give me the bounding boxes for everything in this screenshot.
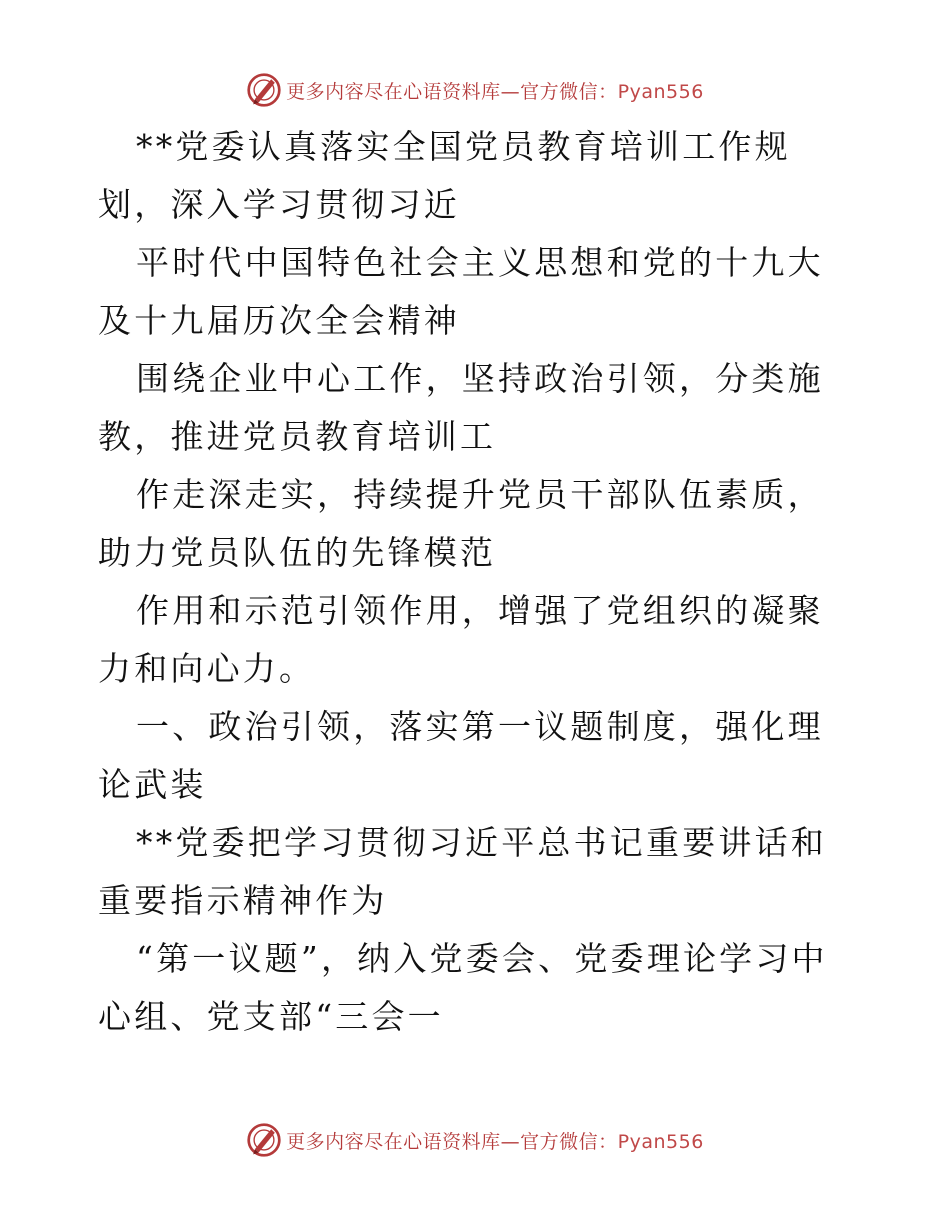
wechat-account: Pyan556 <box>617 80 704 103</box>
header-banner <box>0 68 950 112</box>
pen-logo-icon <box>246 72 282 108</box>
paragraph: 围绕企业中心工作，坚持政治引领，分类施教，推进党员教育培训工 <box>98 359 824 456</box>
wechat-account: Pyan556 <box>617 1130 704 1153</box>
banner-text: 更多内容尽在心语资料库—官方微信：Pyan556 <box>286 80 704 103</box>
paragraph: **党委认真落实全国党员教育培训工作规划，深入学习贯彻习近 <box>98 127 791 224</box>
document-body <box>98 118 858 1046</box>
paragraph: 作用和示范引领作用，增强了党组织的凝聚力和向心力。 <box>98 591 824 688</box>
paragraph: 作走深走实，持续提升党员干部队伍素质，助力党员队伍的先锋模范 <box>98 475 824 572</box>
paragraph: “第一议题”，纳入党委会、党委理论学习中心组、党支部“三会一 <box>98 939 828 1036</box>
banner-text: 更多内容尽在心语资料库—官方微信：Pyan556 <box>286 1130 704 1153</box>
paragraph: **党委把学习贯彻习近平总书记重要讲话和重要指示精神作为 <box>98 823 827 920</box>
section-heading: 一、政治引领，落实第一议题制度，强化理论武装 <box>98 707 824 804</box>
footer-banner <box>0 1118 950 1162</box>
paragraph: 平时代中国特色社会主义思想和党的十九大及十九届历次全会精神 <box>98 243 824 340</box>
pen-logo-icon <box>246 1122 282 1158</box>
